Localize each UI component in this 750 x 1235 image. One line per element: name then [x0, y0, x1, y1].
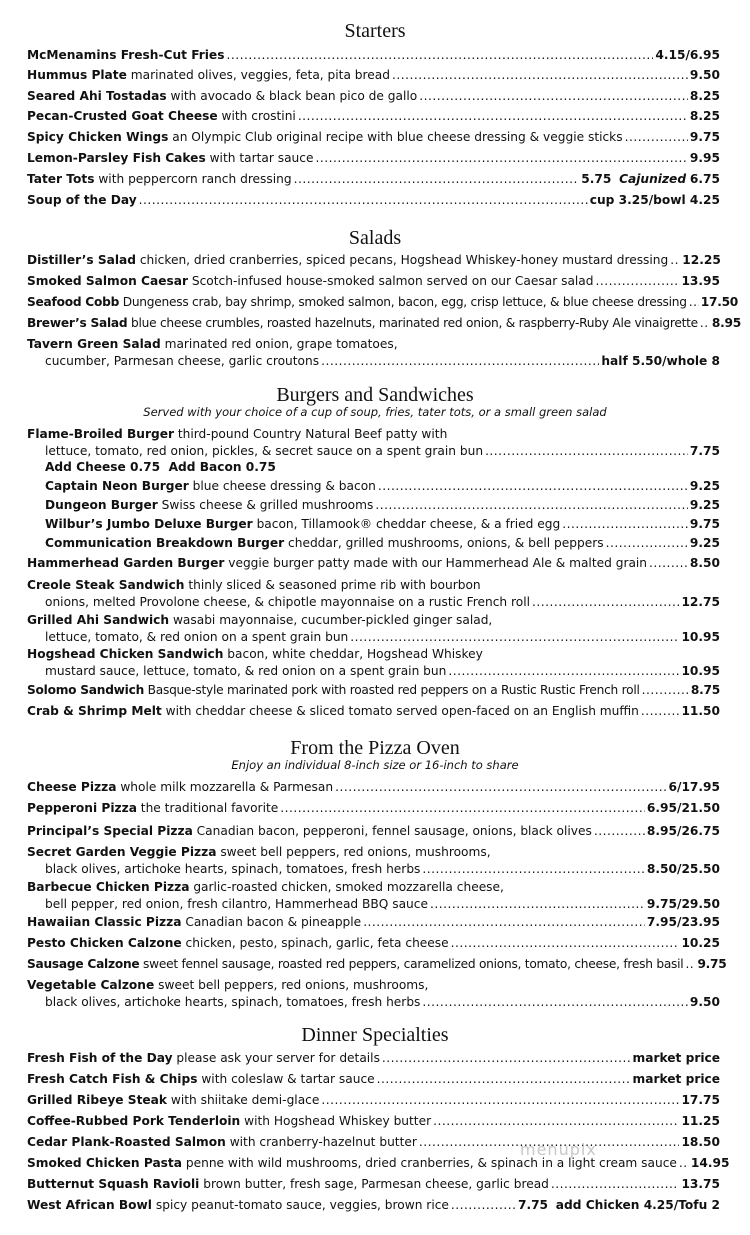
item-price: 13.95	[681, 274, 720, 288]
item-desc: with coleslaw & tartar sauce	[201, 1072, 375, 1086]
item-desc: sweet fennel sausage, roasted red peppers, caramelized onions, tomato, cheese, fresh basil	[143, 957, 684, 971]
item-name: Cedar Plank-Roasted Salmon	[27, 1135, 226, 1149]
item-desc: with avocado & black bean pico de gallo	[170, 89, 418, 103]
item-price: 17.50	[700, 295, 739, 309]
item-price: 9.50	[689, 995, 720, 1009]
dinner-title: Dinner Specialties	[301, 1024, 449, 1046]
menu-item	[27, 1050, 720, 1067]
item-desc: chicken, pesto, spinach, garlic, feta cheese	[185, 936, 449, 950]
watermark: menupix	[520, 1140, 597, 1159]
item-price: 8.50	[689, 556, 720, 570]
item-desc: garlic-roasted chicken, smoked mozzarella cheese,	[193, 880, 504, 894]
item-name: Pesto Chicken Calzone	[27, 936, 182, 950]
item-price: 11.50	[681, 704, 720, 718]
item-name: Distiller’s Salad	[27, 253, 136, 267]
pizza-title: From the Pizza Oven	[290, 737, 460, 759]
item-price: 4.15/6.95	[655, 48, 720, 62]
menu-item	[27, 171, 720, 188]
item-price-label: Cajunized	[619, 172, 687, 186]
menu-item	[27, 192, 720, 209]
menu-item	[45, 535, 720, 552]
item-name: Coffee-Rubbed Pork Tenderloin	[27, 1114, 241, 1128]
salads-title: Salads	[348, 227, 402, 249]
menu-item	[27, 273, 720, 290]
item-name: Smoked Chicken Pasta	[27, 1156, 182, 1170]
item-price: 9.25	[689, 498, 720, 512]
item-name: Hogshead Chicken Sandwich	[27, 647, 224, 661]
item-desc: Canadian bacon & pineapple	[185, 915, 362, 929]
item-price: 9.95	[689, 151, 720, 165]
item-price: 5.75	[581, 172, 612, 186]
menu-item	[27, 47, 720, 64]
menu-item	[27, 294, 739, 311]
burger-addons: Add Cheese 0.75 Add Bacon 0.75	[45, 460, 276, 474]
item-price: 9.75/29.50	[646, 897, 720, 911]
item-price: 7.75	[517, 1198, 549, 1212]
menu-item	[27, 823, 720, 840]
menu-item	[27, 1113, 720, 1130]
menu-item	[27, 935, 720, 952]
item-name: Tavern Green Salad	[27, 337, 161, 351]
item-desc: Scotch-infused house-smoked salmon served on our Caesar salad	[191, 274, 594, 288]
menu-item	[27, 682, 720, 699]
menu-item	[27, 88, 720, 105]
menu-item	[45, 516, 720, 533]
item-price: 10.95	[681, 664, 720, 678]
item-price: 12.25	[682, 253, 721, 267]
menu-item	[27, 956, 727, 973]
item-desc: Canadian bacon, pepperoni, fennel sausage, onions, black olives	[196, 824, 592, 838]
item-name: Butternut Squash Ravioli	[27, 1177, 200, 1191]
item-price: 7.75	[689, 444, 720, 458]
item-name: Fresh Fish of the Day	[27, 1051, 173, 1065]
item-name: Creole Steak Sandwich	[27, 578, 185, 592]
item-name: Soup of the Day	[27, 193, 137, 207]
item-name: Vegetable Calzone	[27, 978, 155, 992]
item-name: Hummus Plate	[27, 68, 127, 82]
menu-item	[27, 612, 720, 646]
menu-item	[27, 555, 720, 572]
pizza-subtitle: Enjoy an individual 8-inch size or 16-inch to share	[231, 758, 519, 772]
item-desc: with crostini	[221, 109, 296, 123]
item-desc: with Hogshead Whiskey butter	[244, 1114, 432, 1128]
menu-item	[27, 1134, 720, 1151]
item-price: 6/17.95	[668, 780, 720, 794]
item-name: Crab & Shrimp Melt	[27, 704, 162, 718]
item-name: McMenamins Fresh-Cut Fries	[27, 48, 225, 62]
item-price: 9.25	[689, 479, 720, 493]
item-name: Barbecue Chicken Pizza	[27, 880, 190, 894]
item-price: 8.50/25.50	[646, 862, 720, 876]
item-price: 14.95	[690, 1156, 730, 1170]
burgers-title: Burgers and Sandwiches	[276, 384, 474, 406]
item-name: Solomo Sandwich	[27, 683, 145, 697]
menu-item	[27, 1197, 720, 1214]
menu-item	[27, 779, 720, 796]
item-desc: sweet bell peppers, red onions, mushrooms,	[158, 978, 429, 992]
menu-item	[27, 1176, 720, 1193]
item-name: Dungeon Burger	[45, 498, 158, 512]
item-price: half 5.50/whole 8	[601, 354, 720, 368]
menu-item	[27, 67, 720, 84]
item-price-extra: add Chicken 4.25/Tofu 2	[555, 1198, 720, 1212]
item-price: 8.95/26.75	[646, 824, 720, 838]
item-name: Principal’s Special Pizza	[27, 824, 193, 838]
menu-item	[27, 703, 720, 720]
item-name: Secret Garden Veggie Pizza	[27, 845, 217, 859]
menu-item	[27, 914, 720, 931]
item-price: 9.75	[697, 957, 727, 971]
item-desc: with shiitake demi-glace	[170, 1093, 320, 1107]
menu-item	[27, 1092, 720, 1109]
item-desc: with tartar sauce	[209, 151, 314, 165]
menu-item	[27, 800, 720, 817]
item-name: Lemon-Parsley Fish Cakes	[27, 151, 206, 165]
menu-item	[27, 129, 720, 146]
item-desc: third-pound Country Natural Beef patty with	[177, 427, 448, 441]
item-desc: brown butter, fresh sage, Parmesan cheese, garlic bread	[203, 1177, 549, 1191]
menu-item	[45, 478, 720, 495]
item-desc-cont: onions, melted Provolone cheese, & chipotle mayonnaise on a rustic French roll	[45, 595, 530, 609]
burgers-subtitle: Served with your choice of a cup of soup, fries, tater tots, or a small green salad	[143, 405, 607, 419]
item-price: 13.75	[681, 1177, 720, 1191]
menu-item	[27, 577, 720, 611]
item-price: 12.75	[681, 595, 720, 609]
item-desc: bacon, white cheddar, Hogshead Whiskey	[227, 647, 483, 661]
item-price: 8.95	[711, 316, 741, 330]
item-name: Wilbur’s Jumbo Deluxe Burger	[45, 517, 253, 531]
item-name: Hammerhead Garden Burger	[27, 556, 225, 570]
menu-item	[27, 150, 720, 167]
item-price: 9.75	[689, 130, 720, 144]
item-desc: with cheddar cheese & sliced tomato served open-faced on an English muffin	[165, 704, 639, 718]
item-name: Grilled Ahi Sandwich	[27, 613, 170, 627]
item-price: market price	[632, 1072, 720, 1086]
item-desc: spicy peanut-tomato sauce, veggies, brown rice	[155, 1198, 449, 1212]
item-desc: please ask your server for details	[176, 1051, 380, 1065]
item-name: Communication Breakdown Burger	[45, 536, 285, 550]
item-price: 9.75	[689, 517, 720, 531]
item-name: Hawaiian Classic Pizza	[27, 915, 182, 929]
item-desc: marinated olives, veggies, feta, pita bread	[130, 68, 390, 82]
item-name: Pecan-Crusted Goat Cheese	[27, 109, 218, 123]
item-name: Pepperoni Pizza	[27, 801, 137, 815]
menu-item	[27, 1071, 720, 1088]
item-price-extra: 6.75	[689, 172, 720, 186]
item-name: Brewer’s Salad	[27, 316, 128, 330]
item-name: Seared Ahi Tostadas	[27, 89, 167, 103]
item-price: 8.25	[689, 89, 720, 103]
item-name: Seafood Cobb	[27, 295, 120, 309]
item-name: Tater Tots	[27, 172, 95, 186]
item-desc: an Olympic Club original recipe with blue cheese dressing & veggie sticks	[172, 130, 623, 144]
item-desc-cont: black olives, artichoke hearts, spinach, tomatoes, fresh herbs	[45, 995, 421, 1009]
item-name: Captain Neon Burger	[45, 479, 189, 493]
item-desc: wasabi mayonnaise, cucumber-pickled ginger salad,	[172, 613, 493, 627]
menu-item	[27, 646, 720, 680]
item-price: 10.25	[681, 936, 720, 950]
item-price: 7.95/23.95	[646, 915, 720, 929]
starters-title: Starters	[344, 20, 406, 42]
item-desc-cont: cucumber, Parmesan cheese, garlic croutons	[45, 354, 320, 368]
menu-item	[27, 1155, 730, 1172]
item-desc-cont: lettuce, tomato, & red onion on a spent grain bun	[45, 630, 349, 644]
item-desc-cont: lettuce, tomato, red onion, pickles, & secret sauce on a spent grain bun	[45, 444, 484, 458]
item-price: 8.25	[689, 109, 720, 123]
item-desc: thinly sliced & seasoned prime rib with bourbon	[188, 578, 481, 592]
item-desc: Dungeness crab, bay shrimp, smoked salmon, bacon, egg, crisp lettuce, & blue cheese dressing	[122, 295, 687, 309]
item-desc: blue cheese dressing & bacon	[192, 479, 376, 493]
menu-item	[45, 497, 720, 514]
item-desc: with cranberry-hazelnut butter	[229, 1135, 417, 1149]
item-name: Flame-Broiled Burger	[27, 427, 174, 441]
item-price: market price	[632, 1051, 720, 1065]
item-name: Sausage Calzone	[27, 957, 140, 971]
item-desc: bacon, Tillamook® cheddar cheese, & a fried egg	[256, 517, 561, 531]
menu-item	[27, 336, 720, 370]
menu-item	[27, 108, 720, 125]
item-price: cup 3.25/bowl 4.25	[589, 193, 720, 207]
menu-item	[27, 844, 720, 878]
item-price: 11.25	[681, 1114, 720, 1128]
menu-item	[27, 879, 720, 913]
item-desc: marinated red onion, grape tomatoes,	[164, 337, 398, 351]
menu-item	[27, 315, 741, 332]
item-desc-cont: bell pepper, red onion, fresh cilantro, Hammerhead BBQ sauce	[45, 897, 428, 911]
item-desc-cont: mustard sauce, lettuce, tomato, & red onion on a spent grain bun	[45, 664, 447, 678]
item-desc: blue cheese crumbles, roasted hazelnuts, marinated red onion, & raspberry-Ruby Ale vinaigrette	[131, 316, 698, 330]
item-name: Spicy Chicken Wings	[27, 130, 169, 144]
item-price: 18.50	[681, 1135, 720, 1149]
item-desc: whole milk mozzarella & Parmesan	[120, 780, 334, 794]
item-desc: cheddar, grilled mushrooms, onions, & bell peppers	[288, 536, 604, 550]
menu-item	[27, 977, 720, 1011]
item-name: Grilled Ribeye Steak	[27, 1093, 167, 1107]
item-desc: the traditional favorite	[140, 801, 279, 815]
item-desc: with peppercorn ranch dressing	[98, 172, 292, 186]
menu-item	[27, 252, 720, 269]
item-name: Fresh Catch Fish & Chips	[27, 1072, 198, 1086]
menu-item	[27, 426, 720, 460]
item-price: 9.50	[689, 68, 720, 82]
item-desc: chicken, dried cranberries, spiced pecans, Hogshead Whiskey-honey mustard dressing	[139, 253, 669, 267]
item-price: 17.75	[681, 1093, 720, 1107]
item-price: 9.25	[689, 536, 720, 550]
item-desc: Basque-style marinated pork with roasted red peppers on a Rustic Rustic French roll	[147, 683, 640, 697]
item-price: 6.95/21.50	[646, 801, 720, 815]
item-name: Smoked Salmon Caesar	[27, 274, 188, 288]
item-name: Cheese Pizza	[27, 780, 117, 794]
item-desc: Swiss cheese & grilled mushrooms	[161, 498, 374, 512]
item-desc: sweet bell peppers, red onions, mushrooms,	[220, 845, 491, 859]
item-desc: penne with wild mushrooms, dried cranberries, & spinach in a light cream sauce	[185, 1156, 677, 1170]
item-name: West African Bowl	[27, 1198, 152, 1212]
item-price: 10.95	[681, 630, 720, 644]
item-desc-cont: black olives, artichoke hearts, spinach, tomatoes, fresh herbs	[45, 862, 421, 876]
item-price: 8.75	[690, 683, 720, 697]
item-desc: veggie burger patty made with our Hammerhead Ale & malted grain	[228, 556, 648, 570]
